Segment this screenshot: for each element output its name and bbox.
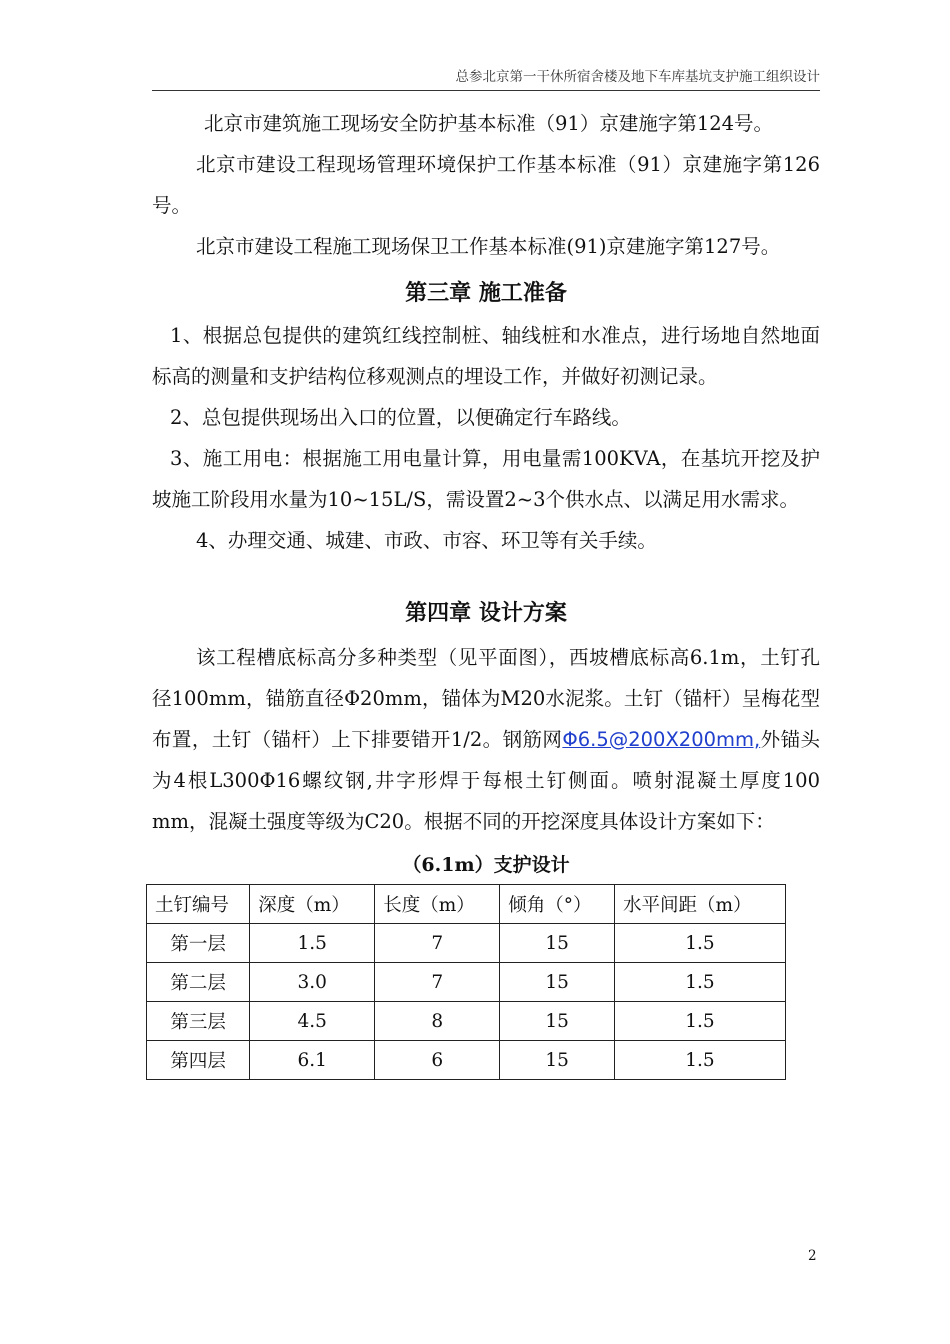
table-caption: （6.1m）支护设计 <box>402 854 570 876</box>
chapter-3-title: 第三章 施工准备 <box>405 280 567 306</box>
table-cell: 1.5 <box>614 963 785 1002</box>
table-header-row <box>147 885 786 924</box>
table-row <box>147 924 786 963</box>
table-cell: 7 <box>375 924 500 963</box>
reference-line-1: 北京市建筑施工现场安全防护基本标准（91）京建施字第124号。 <box>204 112 774 135</box>
table-header-cell: 土钉编号 <box>147 885 250 924</box>
page-number: 2 <box>808 1248 817 1264</box>
table-cell: 15 <box>500 963 615 1002</box>
reference-line-3: 北京市建设工程施工现场保卫工作基本标准(91)京建施字第127号。 <box>196 235 781 258</box>
ch4-para-part-2: 外锚头为4根L300Φ16螺纹钢,井字形焊于每根土钉侧面。喷射混凝土厚度100 mm，混凝土强度等级为C20。根据不同的开挖深度具体设计方案如下： <box>152 728 820 833</box>
table-header-cell: 长度（m） <box>375 885 500 924</box>
ch3-item-2: 2、总包提供现场出入口的位置，以便确定行车路线。 <box>170 406 631 429</box>
table-cell: 15 <box>500 924 615 963</box>
table-header-cell: 倾角（°） <box>500 885 615 924</box>
table-cell: 第四层 <box>147 1041 250 1080</box>
table-cell: 1.5 <box>614 1002 785 1041</box>
ch4-design-paragraph <box>152 637 820 842</box>
table-cell: 第一层 <box>147 924 250 963</box>
ch3-item-4: 4、办理交通、城建、市政、市容、环卫等有关手续。 <box>196 529 657 552</box>
table-header-cell: 水平间距（m） <box>614 885 785 924</box>
document-body <box>152 103 820 1080</box>
table-cell: 8 <box>375 1002 500 1041</box>
ch4-para-part-1: 该工程槽底标高分多种类型（见平面图），西坡槽底标高6.1m，土钉孔径100mm，锚筋直径Φ20mm，锚体为M20水泥浆。土钉（锚杆）呈梅花型布置，土钉（锚杆）上下排要错开1/2。钢筋网 <box>152 646 820 751</box>
table-cell: 7 <box>375 963 500 1002</box>
table-cell: 4.5 <box>250 1002 375 1041</box>
ch3-item-3: 3、施工用电：根据施工用电量计算，用电量需100KVA，在基坑开挖及护坡施工阶段用水量为10~15L/S，需设置2~3个供水点、以满足用水需求。 <box>152 447 820 511</box>
header-title: 总参北京第一干休所宿舍楼及地下车库基坑支护施工组织设计 <box>455 69 820 85</box>
table-cell: 3.0 <box>250 963 375 1002</box>
table-row <box>147 1041 786 1080</box>
table-cell: 6.1 <box>250 1041 375 1080</box>
page-header <box>152 66 820 91</box>
table-cell: 15 <box>500 1041 615 1080</box>
rebar-spec-link[interactable]: Φ6.5@200X200mm, <box>562 728 761 751</box>
reference-line-2: 北京市建设工程现场管理环境保护工作基本标准（91）京建施字第126号。 <box>152 153 820 217</box>
table-cell: 1.5 <box>250 924 375 963</box>
table-cell: 6 <box>375 1041 500 1080</box>
chapter-4-title: 第四章 设计方案 <box>405 600 567 626</box>
table-cell: 15 <box>500 1002 615 1041</box>
support-design-table <box>146 884 786 1080</box>
table-cell: 1.5 <box>614 924 785 963</box>
table-cell: 第三层 <box>147 1002 250 1041</box>
table-header-cell: 深度（m） <box>250 885 375 924</box>
table-cell: 1.5 <box>614 1041 785 1080</box>
table-row <box>147 963 786 1002</box>
ch3-item-1: 1、根据总包提供的建筑红线控制桩、轴线桩和水准点，进行场地自然地面标高的测量和支护结构位移观测点的埋设工作，并做好初测记录。 <box>152 324 820 388</box>
table-cell: 第二层 <box>147 963 250 1002</box>
table-row <box>147 1002 786 1041</box>
